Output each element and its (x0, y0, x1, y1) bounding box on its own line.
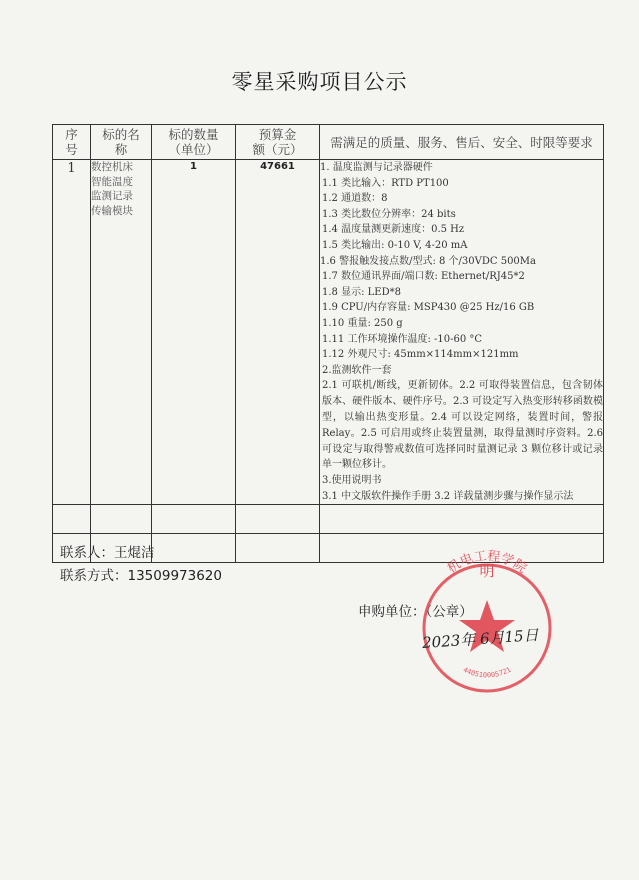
req-line: 1.10 重量: 250 g (322, 317, 403, 329)
req-line: 1.3 类比数位分辨率：24 bits (322, 208, 456, 220)
row-name-line: 数控机床 (91, 161, 133, 173)
req-line: 1. 温度监测与记录器硬件 (320, 162, 433, 173)
applicant-unit: 申购单位：（公章） (358, 604, 473, 620)
row-name-line: 监测记录 (91, 190, 133, 203)
signature-date: 2023年 6月15日 (421, 625, 540, 653)
table-row (53, 160, 604, 505)
header-qty-line2: （单位） (168, 142, 219, 157)
req-line: 1.11 工作环境操作温度: -10-60 °C (322, 333, 483, 345)
row-qty: 1 (152, 160, 236, 505)
seal-ring-text: 机电工程学院 (444, 548, 530, 577)
header-no-line1: 序 (65, 127, 78, 142)
header-name-line1: 标的名 (102, 127, 140, 142)
row-name-line: 传输模块 (91, 205, 133, 218)
req-line: 1.9 CPU/内存容量: MSP430 @25 Hz/16 GB (322, 302, 535, 314)
req-line: 1.2 通道数：8 (322, 193, 388, 205)
header-qty-line1: 标的数量 (168, 127, 219, 142)
contact-person: 联系人：王焜洁 (60, 545, 155, 561)
header-budget-line1: 预算金 (258, 127, 297, 142)
contact-phone: 联系方式：13509973620 (60, 568, 222, 584)
header-budget-line2: 额（元） (252, 142, 303, 157)
row-requirements (320, 160, 604, 505)
table-row-empty (53, 505, 604, 534)
row-no: 1 (53, 160, 91, 505)
header-no-line2: 号 (65, 142, 78, 157)
header-qty (152, 125, 236, 160)
header-budget (236, 125, 320, 160)
req-line: 3.使用说明书 (322, 475, 382, 487)
req-line: 1.8 显示: LED*8 (322, 286, 401, 298)
req-line: 3.1 中文版软件操作手册 3.2 详载量测步骤与操作显示法 (322, 490, 574, 502)
header-name-line2: 称 (114, 142, 128, 157)
seal-code-text: 440510005721 (461, 665, 513, 680)
row-name-line: 智能温度 (91, 175, 133, 188)
seal-top-text: 明 (479, 562, 495, 580)
page-title: 零星采购项目公示 (231, 70, 408, 94)
official-seal-stamp (412, 548, 562, 698)
req-line: 1.7 数位通讯界面/端口数: Ethernet/RJ45*2 (322, 271, 525, 283)
req-line: 1.4 温度量测更新速度：0.5 Hz (322, 224, 465, 236)
svg-text:440510005721 (462, 666, 513, 680)
req-line: 1.5 类比输出: 0-10 V, 4-20 mA (322, 239, 468, 251)
header-no (53, 125, 91, 160)
row-name (91, 160, 152, 505)
header-name (91, 125, 152, 160)
procurement-table (52, 124, 604, 563)
table-header-row (53, 125, 604, 160)
req-line: 2.监测软件一套 (322, 364, 392, 376)
req-software-paragraph: 2.1 可联机/断线，更新韧体。2.2 可取得装置信息，包含韧体版本、硬件版本、硬件序号。2.3 可设定写入热变形转移函数模型，以输出热变形量。2.4 可以设定网络，装置时间，警报 Relay。2.5 可启用或终止装置量测，取得量测时序资料。2.6 可设定与取得警戒数值可选择同时量测记录 3 颗位移计或记录单一颗位移计。 (322, 380, 603, 471)
row-budget: 47661 (236, 160, 320, 505)
header-requirements: 需满足的质量、服务、售后、安全、时限等要求 (320, 125, 604, 160)
req-line: 1.12 外观尺寸: 45mm×114mm×121mm (322, 349, 519, 361)
req-line: 1.1 类比输入：RTD PT100 (322, 177, 449, 189)
req-line: 1.6 警报触发接点数/型式: 8 个/30VDC 500Ma (320, 255, 536, 267)
